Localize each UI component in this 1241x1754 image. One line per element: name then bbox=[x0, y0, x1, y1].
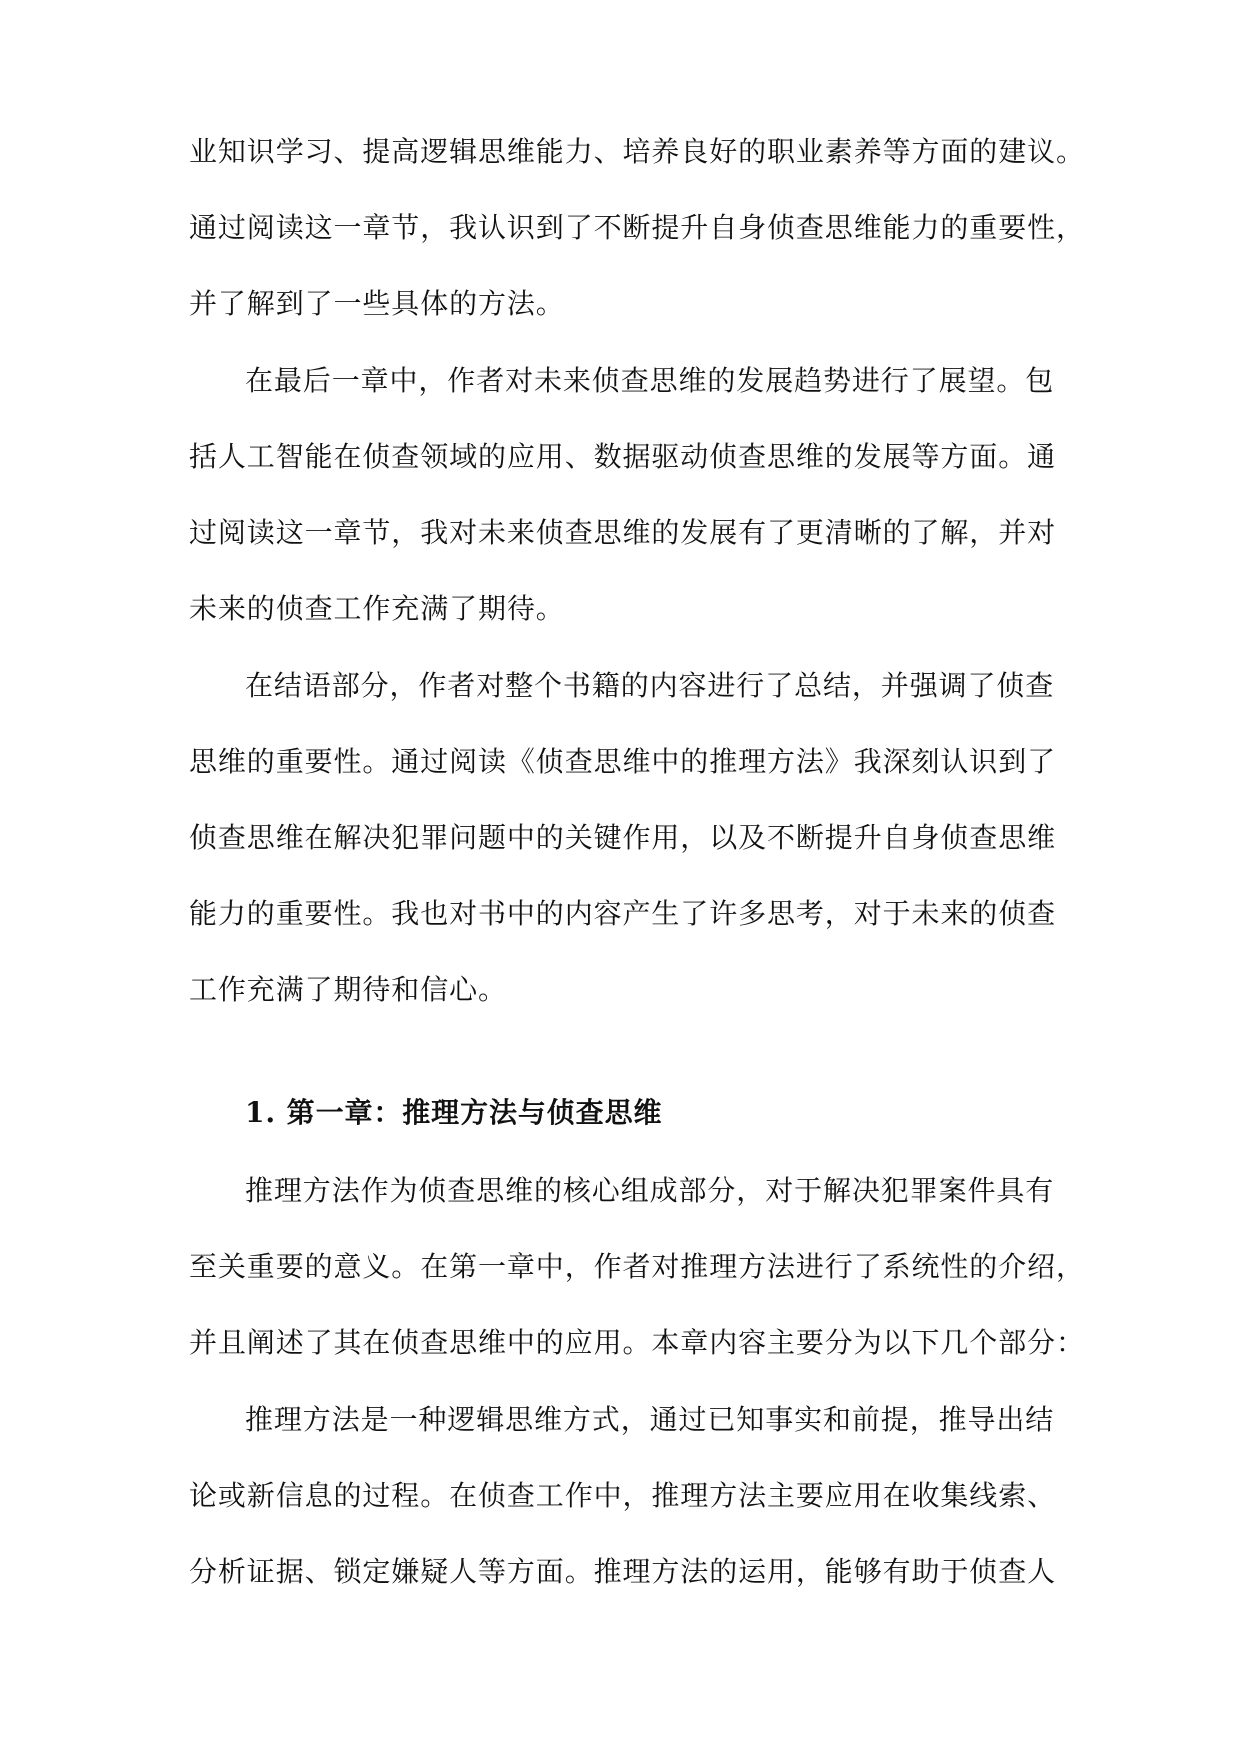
paragraph-3-line-1: 在结语部分，作者对整个书籍的内容进行了总结，并强调了侦查 bbox=[245, 669, 1055, 702]
chapter-paragraph-2-line-3: 分析证据、锁定嫌疑人等方面。推理方法的运用，能够有助于侦查人 bbox=[189, 1555, 1057, 1588]
paragraph-1-line-3: 并了解到了一些具体的方法。 bbox=[189, 287, 565, 320]
chapter-paragraph-1-line-2: 至关重要的意义。在第一章中，作者对推理方法进行了系统性的介绍， bbox=[189, 1250, 1085, 1283]
chapter-paragraph-1-line-3: 并且阐述了其在侦查思维中的应用。本章内容主要分为以下几个部分： bbox=[189, 1326, 1085, 1359]
paragraph-3-line-2: 思维的重要性。通过阅读《侦查思维中的推理方法》我深刻认识到了 bbox=[189, 745, 1057, 778]
paragraph-2-line-2: 括人工智能在侦查领域的应用、数据驱动侦查思维的发展等方面。通 bbox=[189, 440, 1057, 473]
paragraph-3-line-5: 工作充满了期待和信心。 bbox=[189, 973, 507, 1006]
chapter-paragraph-2-line-2: 论或新信息的过程。在侦查工作中，推理方法主要应用在收集线索、 bbox=[189, 1479, 1057, 1512]
paragraph-3-line-3: 侦查思维在解决犯罪问题中的关键作用，以及不断提升自身侦查思维 bbox=[189, 821, 1057, 854]
paragraph-1-line-2: 通过阅读这一章节，我认识到了不断提升自身侦查思维能力的重要性， bbox=[189, 211, 1085, 244]
paragraph-2-line-4: 未来的侦查工作充满了期待。 bbox=[189, 592, 565, 625]
paragraph-2-line-3: 过阅读这一章节，我对未来侦查思维的发展有了更清晰的了解，并对 bbox=[189, 516, 1057, 549]
chapter-paragraph-2-line-1: 推理方法是一种逻辑思维方式，通过已知事实和前提，推导出结 bbox=[245, 1403, 1055, 1436]
paragraph-2-line-1: 在最后一章中，作者对未来侦查思维的发展趋势进行了展望。包 bbox=[245, 364, 1055, 397]
paragraph-3-line-4: 能力的重要性。我也对书中的内容产生了许多思考，对于未来的侦查 bbox=[189, 897, 1057, 930]
chapter-paragraph-1-line-1: 推理方法作为侦查思维的核心组成部分，对于解决犯罪案件具有 bbox=[245, 1174, 1055, 1207]
paragraph-1-line-1: 业知识学习、提高逻辑思维能力、培养良好的职业素养等方面的建议。 bbox=[189, 135, 1085, 168]
chapter-heading: 1. 第一章：推理方法与侦查思维 bbox=[245, 1096, 663, 1129]
